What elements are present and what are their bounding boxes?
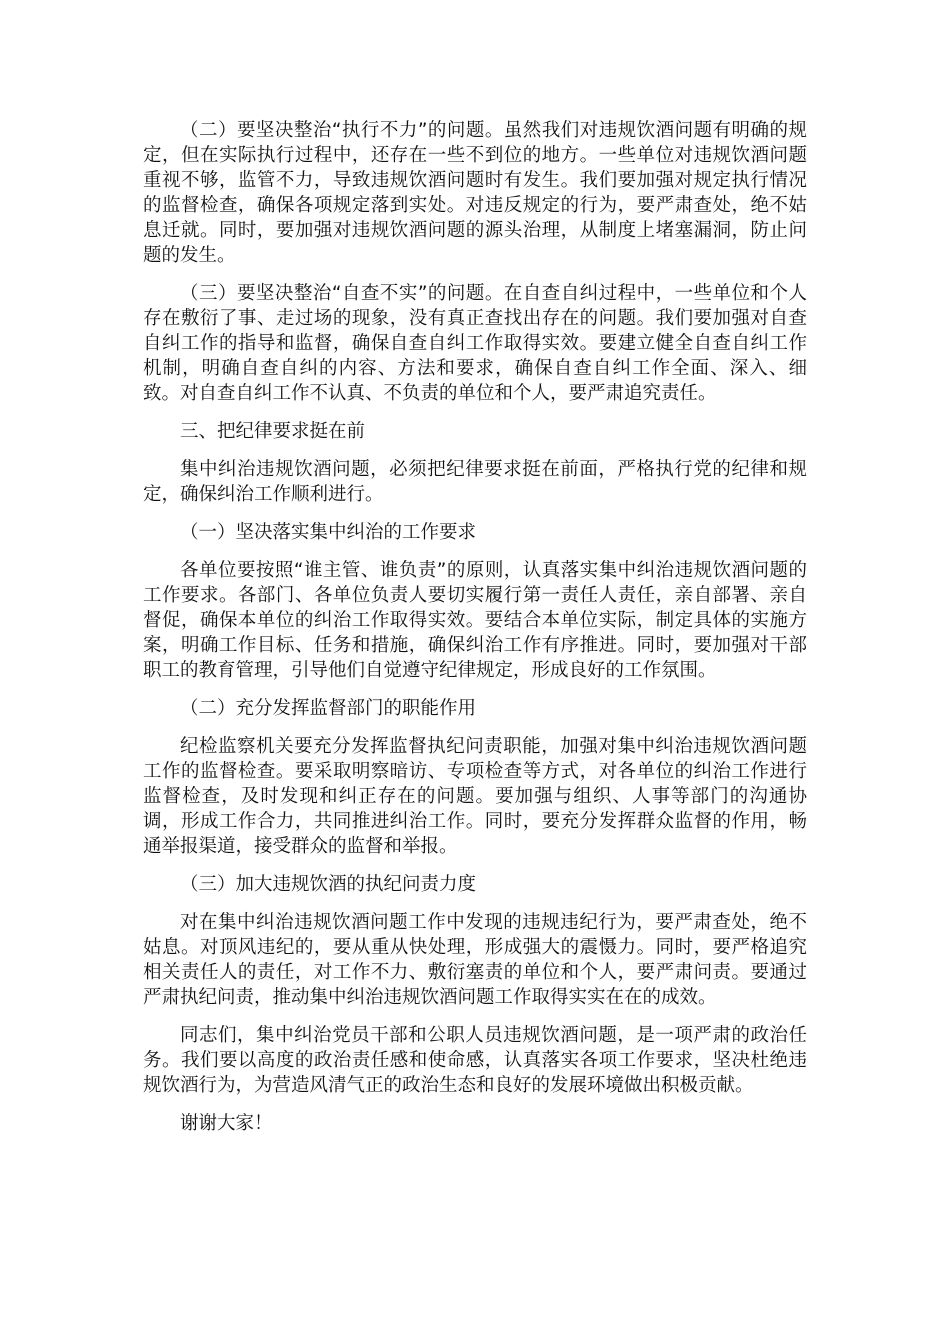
subheading-supervision-role: （二）充分发挥监督部门的职能作用 [180, 698, 477, 719]
paragraph-rectify-ineffective-execution: （二）要坚决整治“执行不力”的问题。虽然我们对违规饮酒问题有明确的规定，但在实际执行过程中，还存在一些不到位的地方。一些单位对违规饮酒问题重视不够，监管不力，导致违规饮酒问题时有发生。我们要加强对规定执行情况的监督检查，确保各项规定落到实处。对违反规定的行为，要严肃查处，绝不姑息迁就。同时，要加强对违规饮酒问题的源头治理，从制度上堵塞漏洞，防止问题的发生。 [143, 120, 807, 266]
paragraph-accountability: 对在集中纠治违规饮酒问题工作中发现的违规违纪行为，要严肃查处，绝不姑息。对顶风违纪的，要从重从快处理，形成强大的震慑力。同时，要严格追究相关责任人的责任，对工作不力、敷衍塞责的单位和个人，要严肃问责。要通过严肃执纪问责，推动集中纠治违规饮酒问题工作取得实实在在的成效。 [143, 912, 807, 1008]
paragraph-closing-remarks: 同志们，集中纠治党员干部和公职人员违规饮酒问题，是一项严肃的政治任务。我们要以高度的政治责任感和使命感，认真落实各项工作要求，坚决杜绝违规饮酒行为，为营造风清气正的政治生态和良好的发展环境做出积极贡献。 [143, 1025, 807, 1096]
subheading-implement-requirements: （一）坚决落实集中纠治的工作要求 [180, 522, 477, 543]
paragraph-implement-requirements: 各单位要按照“谁主管、谁负责”的原则，认真落实集中纠治违规饮酒问题的工作要求。各部门、各单位负责人要切实履行第一责任人责任，亲自部署、亲自督促，确保本单位的纠治工作取得实效。要结合本单位实际，制定具体的实施方案，明确工作目标、任务和措施，确保纠治工作有序推进。同时，要加强对干部职工的教育管理，引导他们自觉遵守纪律规定，形成良好的工作氛围。 [143, 560, 807, 681]
paragraph-rectify-false-self-inspection: （三）要坚决整治“自查不实”的问题。在自查自纠过程中，一些单位和个人存在敷衍了事、走过场的现象，没有真正查找出存在的问题。我们要加强对自查自纠工作的指导和监督，确保自查自纠工作取得实效。要建立健全自查自纠工作机制，明确自查自纠的内容、方法和要求，确保自查自纠工作全面、深入、细致。对自查自纠工作不认真、不负责的单位和个人，要严肃追究责任。 [143, 283, 807, 404]
paragraph-supervision-role: 纪检监察机关要充分发挥监督执纪问责职能，加强对集中纠治违规饮酒问题工作的监督检查。要采取明察暗访、专项检查等方式，对各单位的纠治工作进行监督检查，及时发现和纠正存在的问题。要加强与组织、人事等部门的沟通协调，形成工作合力，共同推进纠治工作。同时，要充分发挥群众监督的作用，畅通举报渠道，接受群众的监督和举报。 [143, 736, 807, 857]
document-page [143, 118, 807, 1149]
subheading-accountability: （三）加大违规饮酒的执纪问责力度 [180, 874, 477, 895]
paragraph-discipline-intro: 集中纠治违规饮酒问题，必须把纪律要求挺在前面，严格执行党的纪律和规定，确保纠治工作顺利进行。 [143, 459, 807, 505]
section-heading-discipline-first: 三、把纪律要求挺在前 [180, 421, 366, 442]
paragraph-thanks: 谢谢大家！ [180, 1113, 273, 1134]
